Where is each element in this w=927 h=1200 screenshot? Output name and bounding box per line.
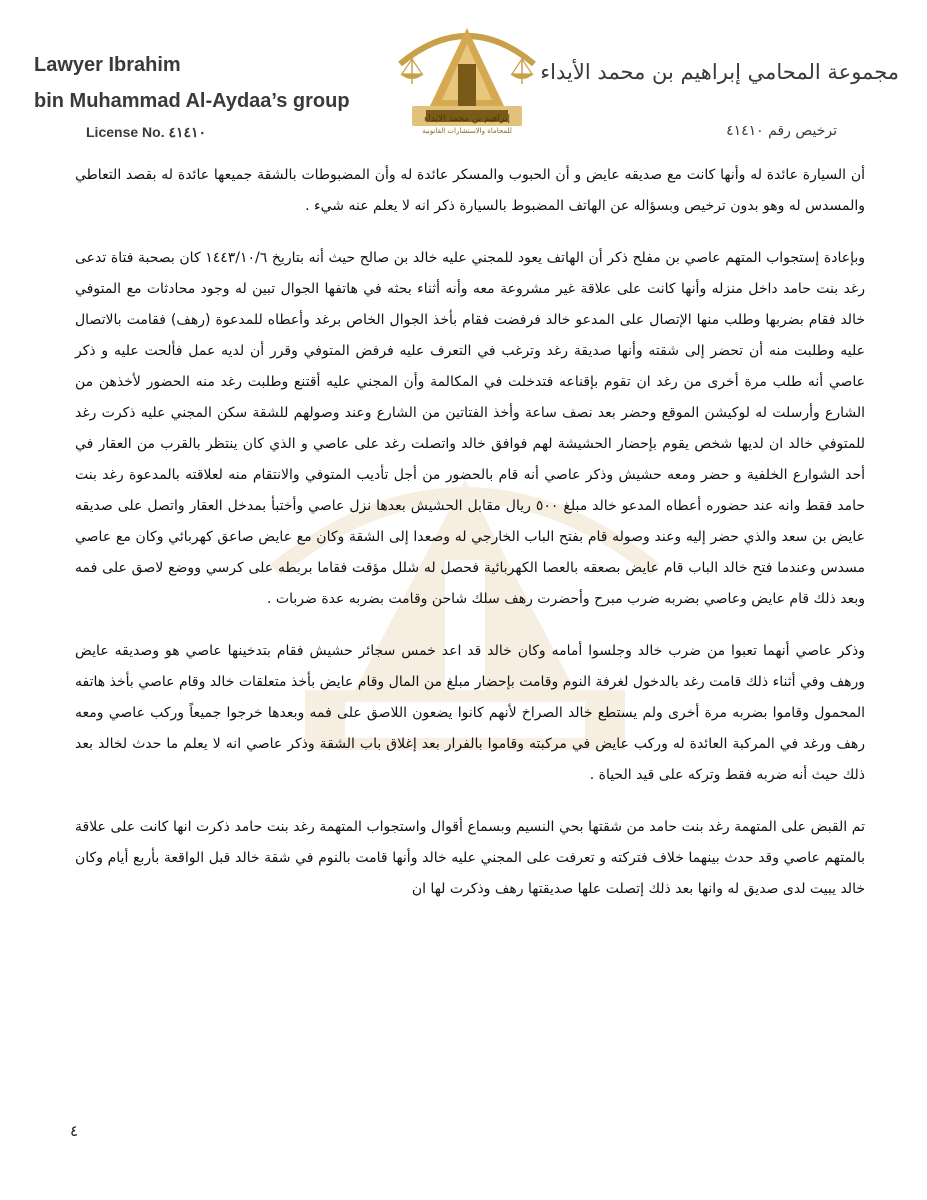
logo-subtitle: للمحاماة والاستشارات القانونية: [422, 127, 512, 135]
paragraph-2: وبإعادة إستجواب المتهم عاصي بن مفلح ذكر أن الهاتف يعود للمجني عليه خالد بن صالح حيث أنه بتاريخ ١٤٤٣/١٠/٦ كان بصحبة فتاة تدعى رغد بنت حامد داخل منزله وأنها كانت على علاقة غير مشروعة معه وأنه أثناء بحثه في هاتفها الجوال تبين له وجود محادثات مع المتوفي خالد فقام بضربها وطلب منها الإتصال على المدعو خالد فرفضت فقام بأخذ الجوال الخاص برغد وأعطاه للمدعوة (رهف) فقامت بالاتصال عليه وطلبت منه أن تحضر إلى شقته وأنها صديقة رغد وترغب في التعرف عليه فرفض المتوفي وقرر أن لديه عمل فألحت عليه و ذكر عاصي أنه طلب مرة أخرى من رغد ان تقوم بإقناعه فتدخلت في المكالمة وأن المجني عليه أقتنع وطلبت رغد منه الحضور لأخذهن من الشارع وأرسلت له لوكيشن الموقع وحضر بعد نصف ساعة وأخذ الفتاتين من الشارع وعند وصولهم للشقة سكن المجني عليه ذكرت رغد للمتوفي خالد ان لديها شخص يقوم بإحضار الحشيشة لهم فوافق خالد واتصلت رغد على عاصي و الذي كان ينتظر بالقرب من العقار في أحد الشوارع الخلفية و حضر ومعه حشيش وذكر عاصي أنه قام بالحضور من أجل تأديب المتوفي والانتقام منه لعلاقته بالمدعوة رغد بنت حامد فقط وانه عند حضوره أعطاه المدعو خالد مبلغ ٥٠٠ ريال مقابل الحشيش بعدها نزل عاصي وأختبأ بمدخل العقار واتصل على صديقه عايض بن سعد والذي حضر إليه وعند وصوله قام بفتح الباب الخارجي له وصعدا إلى الشقة وكان مع عايض صاعق كهربائي وكان مع عاصي مسدس وعندما فتح خالد الباب قام عايض بصعقه بالعصا الكهربائية فحصل له شلل مؤقت فقاما بربطه على كرسي ووضع لاصق على فمه وبعد ذلك قام عايض وعاصي بضربه ضرب مبرح وأحضرت رهف سلك شاحن وقامت بضربه عدة ضربات .: [75, 250, 866, 607]
page-number: ٤: [70, 1122, 79, 1140]
paragraph-1: أن السيارة عائدة له وأنها كانت مع صديقه عايض و أن الحبوب والمسكر عائدة له وأن المضبوطات بالشقة جميعها عائدة له بقصد التعاطي والمسدس له وهو بدون ترخيص وبسؤاله عن الهاتف المضبوط بالسيارة ذكر انه لا يعلم عنه شيء .: [75, 167, 865, 214]
english-firm-name-line2: bin Muhammad Al-Aydaa’s group: [34, 90, 350, 112]
paragraph-spacer: [75, 222, 865, 243]
letterhead: [0, 0, 927, 150]
english-firm-name-line1: Lawyer Ibrahim: [34, 54, 181, 76]
paragraph-4: تم القبض على المتهمة رغد بنت حامد من شقتها بحي النسيم وبسماع أقوال واستجواب المتهمة رغد بنت حامد ذكرت انها كانت على علاقة بالمتهم عاصي وقد حدث بينهما خلاف فتركته و تعرفت على المجني عليه خالد وأنها قامت بالنوم في شقة خالد قبل الواقعة بأربع أيام وكان خالد يبيت لدى صديق له وانها بعد ذلك إتصلت علها صديقتها رهف وذكرت لها ان: [75, 819, 865, 897]
paragraph-spacer: [75, 791, 865, 812]
english-license-number: License No. ٤١٤١٠: [86, 124, 207, 140]
arabic-license-number: ترخيص رقم ٤١٤١٠: [726, 123, 837, 139]
logo-lawyer-name: إبراهيم بن محمد الايداء: [423, 114, 510, 124]
arabic-firm-name: مجموعة المحامي إبراهيم بن محمد الأيداء: [540, 60, 899, 84]
paragraph-3: وذكر عاصي أنهما تعبوا من ضرب خالد وجلسوا أمامه وكان خالد قد اعد خمس سجائر حشيش فقام بتدخينها عاصي هو وصديقه عايض ورهف وفي أثناء ذلك قامت رغد بالدخول لغرفة النوم وقامت بإحضار مبلغ من المال وقام عايض بأخذ متعلقات خالد وقام عاصي بأخذ هاتفه المحمول وقاموا بضربه مرة أخرى ولم يستطع خالد الصراخ لأنهم كانوا يضعون اللاصق على فمه وبعدها خرجوا جميعاً وركب عاصي ومعه رهف ورغد في المركبة العائدة له وركب عايض في مركبته وقاموا بالفرار بعد إغلاق باب الشقة وذكر عاصي انه لا يعلم ما حدث لخالد بعد ذلك حيث أنه ضربه فقط وتركه على قيد الحياة .: [75, 643, 865, 783]
paragraph-spacer: [75, 615, 865, 636]
document-body: [75, 160, 865, 905]
